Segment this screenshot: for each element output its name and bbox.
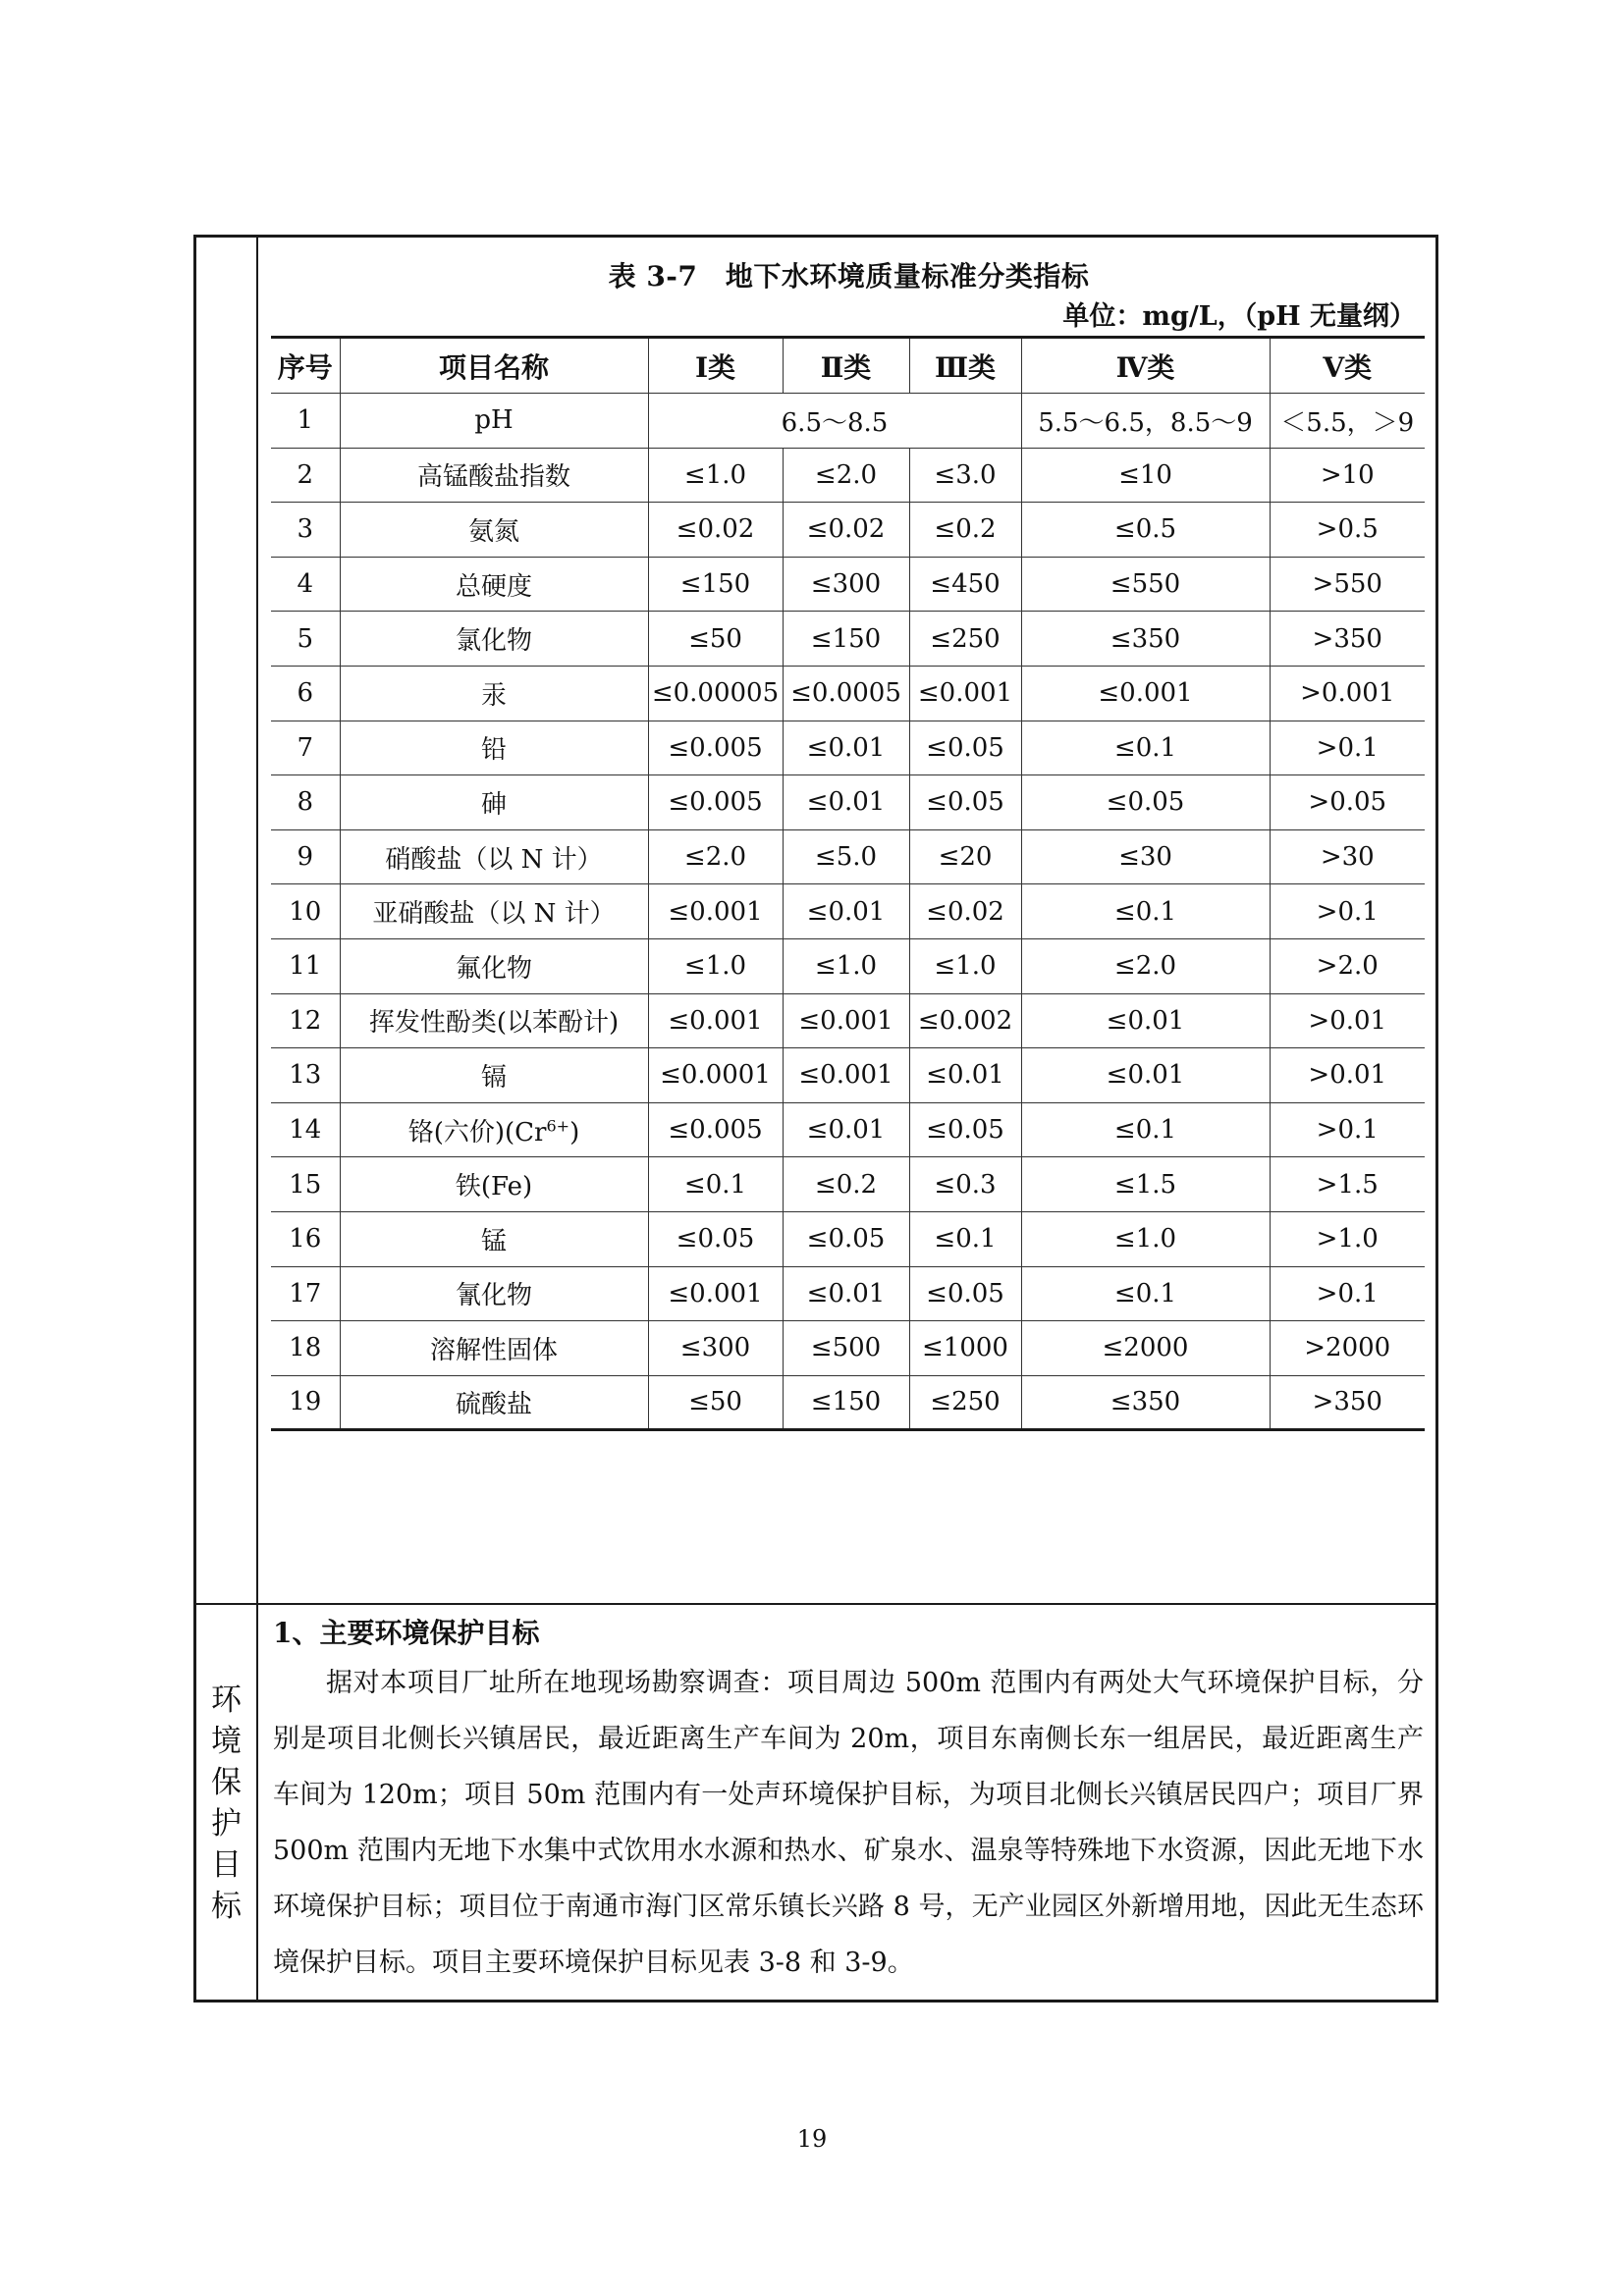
table-cell: ≤0.01 (783, 884, 909, 939)
table-cell: 11 (271, 938, 340, 993)
table-cell: 10 (271, 884, 340, 939)
table-cell: ≤0.02 (909, 884, 1021, 939)
table-cell: ＜5.5，＞9 (1270, 394, 1425, 449)
header-cell: Ⅰ类 (648, 338, 783, 394)
table-cell: 铁(Fe) (340, 1157, 648, 1212)
table-cell: 4 (271, 557, 340, 612)
table-cell: ≤10 (1021, 448, 1270, 503)
table-cell (340, 1102, 648, 1157)
table-cell: ≤50 (648, 612, 783, 667)
table-cell: ≤500 (783, 1321, 909, 1376)
side-label-char: 目 (211, 1847, 242, 1883)
table-cell: 氟化物 (340, 938, 648, 993)
table-row (271, 775, 1425, 830)
table-row (271, 557, 1425, 612)
table-cell: 氨氮 (340, 503, 648, 558)
table-cell: >2.0 (1270, 938, 1425, 993)
side-label-char: 保 (211, 1765, 242, 1800)
table-cell: >0.01 (1270, 1048, 1425, 1103)
table-cell: ≤0.001 (1021, 666, 1270, 721)
table-row (271, 448, 1425, 503)
table-row (271, 721, 1425, 775)
table-cell: ≤150 (783, 612, 909, 667)
column-divider (256, 238, 258, 2000)
table-header-row (271, 338, 1425, 394)
side-label-char: 标 (211, 1889, 242, 1924)
table-cell: ≤0.001 (648, 993, 783, 1048)
table-cell: ≤0.0005 (783, 666, 909, 721)
table-cell: ≤0.1 (1021, 1102, 1270, 1157)
table-cell: 3 (271, 503, 340, 558)
table-cell: >0.05 (1270, 775, 1425, 830)
table-cell: ≤20 (909, 829, 1021, 884)
table-cell: ≤0.001 (648, 1266, 783, 1321)
table-cell: ≤350 (1021, 612, 1270, 667)
table-cell: ≤0.001 (648, 884, 783, 939)
table-cell: ≤250 (909, 1375, 1021, 1430)
table-cell: 6.5～8.5 (648, 394, 1021, 449)
table-cell: ≤1.0 (648, 938, 783, 993)
table-cell: ≤0.1 (648, 1157, 783, 1212)
table-cell: ≤0.01 (783, 775, 909, 830)
table-cell: ≤0.002 (909, 993, 1021, 1048)
table-row (271, 1266, 1425, 1321)
side-label-char: 护 (211, 1806, 242, 1842)
table-cell: ≤0.3 (909, 1157, 1021, 1212)
table-cell: ≤1.0 (783, 938, 909, 993)
table-cell: 氰化物 (340, 1266, 648, 1321)
table-cell: >0.1 (1270, 884, 1425, 939)
table-cell: 亚硝酸盐（以 N 计） (340, 884, 648, 939)
cell-text: ) (569, 1117, 580, 1148)
table-cell: ≤0.2 (783, 1157, 909, 1212)
table-cell: ≤0.1 (909, 1211, 1021, 1266)
table-cell: 14 (271, 1102, 340, 1157)
table-cell: ≤0.05 (648, 1211, 783, 1266)
table-cell: >350 (1270, 1375, 1425, 1430)
table-cell: ≤0.2 (909, 503, 1021, 558)
table-row (271, 1375, 1425, 1430)
table-cell: ≤0.05 (909, 721, 1021, 775)
header-cell: 项目名称 (340, 338, 648, 394)
table-cell: ≤450 (909, 557, 1021, 612)
table-cell: ≤350 (1021, 1375, 1270, 1430)
table-row (271, 993, 1425, 1048)
table-cell: 13 (271, 1048, 340, 1103)
side-label-char: 环 (211, 1682, 242, 1718)
side-label-char: 境 (211, 1724, 242, 1759)
table-cell: ≤0.001 (783, 993, 909, 1048)
table-cell: 硝酸盐（以 N 计） (340, 829, 648, 884)
table-cell: ≤150 (783, 1375, 909, 1430)
table-cell: 锰 (340, 1211, 648, 1266)
section-paragraph: 据对本项目厂址所在地现场勘察调查：项目周边 500m 范围内有两处大气环境保护目标，分别是项目北侧长兴镇居民，最近距离生产车间为 20m，项目东南侧长东一组居民，最近距离生产车间为 120m；项目 50m 范围内有一处声环境保护目标，为项目北侧长兴镇居民四户；项目厂界 500m 范围内无地下水集中式饮用水水源和热水、矿泉水、温泉等特殊地下水资源，因此无地下水环境保护目标；项目位于南通市海门区常乐镇长兴路 8 号，无产业园区外新增用地，因此无生态环境保护目标。项目主要环境保护目标见表 3-8 和 3-9。 (273, 1668, 1424, 1978)
table-cell: 镉 (340, 1048, 648, 1103)
table-cell: ≤0.01 (783, 1102, 909, 1157)
table-cell: >0.1 (1270, 1266, 1425, 1321)
page-number: 19 (796, 2125, 828, 2153)
table-cell: >350 (1270, 612, 1425, 667)
table-cell: ≤0.00005 (648, 666, 783, 721)
header-cell: Ⅲ类 (909, 338, 1021, 394)
section-divider (196, 1603, 1435, 1605)
table-cell: ≤0.02 (783, 503, 909, 558)
table-row (271, 1157, 1425, 1212)
table-cell: ≤5.0 (783, 829, 909, 884)
table-cell: >0.1 (1270, 1102, 1425, 1157)
table-cell: ≤250 (909, 612, 1021, 667)
groundwater-standard-table (271, 336, 1425, 1431)
table-row (271, 1102, 1425, 1157)
header-cell: Ⅳ类 (1021, 338, 1270, 394)
table-cell: ≤0.005 (648, 721, 783, 775)
table-cell: ≤0.1 (1021, 1266, 1270, 1321)
table-cell: 砷 (340, 775, 648, 830)
table-cell: 总硬度 (340, 557, 648, 612)
table-cell: >550 (1270, 557, 1425, 612)
table-cell: ≤300 (648, 1321, 783, 1376)
header-cell: 序号 (271, 338, 340, 394)
table-cell: ≤2.0 (783, 448, 909, 503)
table-cell: 7 (271, 721, 340, 775)
section-title: 1、主要环境保护目标 (273, 1617, 540, 1649)
table-cell: ≤0.5 (1021, 503, 1270, 558)
table-cell: ≤0.005 (648, 775, 783, 830)
table-cell: 12 (271, 993, 340, 1048)
form-frame (193, 235, 1438, 2002)
table-cell: ≤1.0 (1021, 1211, 1270, 1266)
table-cell: >30 (1270, 829, 1425, 884)
side-label-environment-protection-targets (198, 1612, 254, 1995)
table-row (271, 503, 1425, 558)
table-cell: 汞 (340, 666, 648, 721)
cell-superscript: 6+ (546, 1115, 570, 1135)
table-cell: 19 (271, 1375, 340, 1430)
table-cell: ≤0.001 (909, 666, 1021, 721)
table-cell: 溶解性固体 (340, 1321, 648, 1376)
table-row (271, 1321, 1425, 1376)
table-cell: ≤150 (648, 557, 783, 612)
table-cell: ≤0.01 (1021, 1048, 1270, 1103)
header-cell: Ⅴ类 (1270, 338, 1425, 394)
table-cell: 9 (271, 829, 340, 884)
table-cell: 氯化物 (340, 612, 648, 667)
table-cell: 2 (271, 448, 340, 503)
table-cell: pH (340, 394, 648, 449)
table-cell: 挥发性酚类(以苯酚计) (340, 993, 648, 1048)
table-cell: ≤0.05 (1021, 775, 1270, 830)
table-caption: 表 3-7 地下水环境质量标准分类指标 (608, 260, 1090, 293)
table-cell: ≤2000 (1021, 1321, 1270, 1376)
table-cell: 5 (271, 612, 340, 667)
table-cell: ≤1000 (909, 1321, 1021, 1376)
table-cell: >1.0 (1270, 1211, 1425, 1266)
table-row (271, 394, 1425, 449)
table-cell: ≤2.0 (1021, 938, 1270, 993)
table-row (271, 666, 1425, 721)
table-cell: >2000 (1270, 1321, 1425, 1376)
table-cell: >0.1 (1270, 721, 1425, 775)
table-cell: ≤50 (648, 1375, 783, 1430)
table-row (271, 938, 1425, 993)
table-cell: ≤0.01 (1021, 993, 1270, 1048)
table-cell: ≤0.1 (1021, 884, 1270, 939)
table-cell: ≤0.1 (1021, 721, 1270, 775)
table-cell: ≤1.5 (1021, 1157, 1270, 1212)
table-cell: >10 (1270, 448, 1425, 503)
table-cell: 17 (271, 1266, 340, 1321)
table-cell: 6 (271, 666, 340, 721)
table-cell: 15 (271, 1157, 340, 1212)
table-cell: 1 (271, 394, 340, 449)
table-cell: ≤0.05 (909, 1102, 1021, 1157)
table-cell: 5.5～6.5，8.5～9 (1021, 394, 1270, 449)
table-cell: ≤1.0 (909, 938, 1021, 993)
table-unit: 单位：mg/L，（pH 无量纲） (1062, 301, 1416, 332)
table-cell: ≤0.005 (648, 1102, 783, 1157)
table-row (271, 1048, 1425, 1103)
table-cell: 8 (271, 775, 340, 830)
table-cell: ≤0.0001 (648, 1048, 783, 1103)
table-cell: 硫酸盐 (340, 1375, 648, 1430)
table-cell: 16 (271, 1211, 340, 1266)
table-cell: ≤0.01 (783, 721, 909, 775)
table-cell: ≤0.05 (783, 1211, 909, 1266)
table-cell: ≤30 (1021, 829, 1270, 884)
table-cell: ≤0.02 (648, 503, 783, 558)
header-cell: Ⅱ类 (783, 338, 909, 394)
table-cell: ≤550 (1021, 557, 1270, 612)
table-cell: >1.5 (1270, 1157, 1425, 1212)
table-cell: ≤2.0 (648, 829, 783, 884)
cell-text: 铬(六价)(Cr (407, 1117, 547, 1148)
table-row (271, 1211, 1425, 1266)
table-cell: >0.5 (1270, 503, 1425, 558)
table-cell: ≤300 (783, 557, 909, 612)
table-cell: 高锰酸盐指数 (340, 448, 648, 503)
table-cell: 铅 (340, 721, 648, 775)
table-cell: >0.001 (1270, 666, 1425, 721)
table-cell: ≤0.01 (783, 1266, 909, 1321)
table-cell: ≤0.01 (909, 1048, 1021, 1103)
table-cell: ≤0.05 (909, 775, 1021, 830)
table-cell: ≤3.0 (909, 448, 1021, 503)
table-row (271, 884, 1425, 939)
table-cell: >0.01 (1270, 993, 1425, 1048)
table-cell: ≤1.0 (648, 448, 783, 503)
table-row (271, 612, 1425, 667)
table-row (271, 829, 1425, 884)
table-cell: ≤0.001 (783, 1048, 909, 1103)
table-cell: 18 (271, 1321, 340, 1376)
table-cell: ≤0.05 (909, 1266, 1021, 1321)
